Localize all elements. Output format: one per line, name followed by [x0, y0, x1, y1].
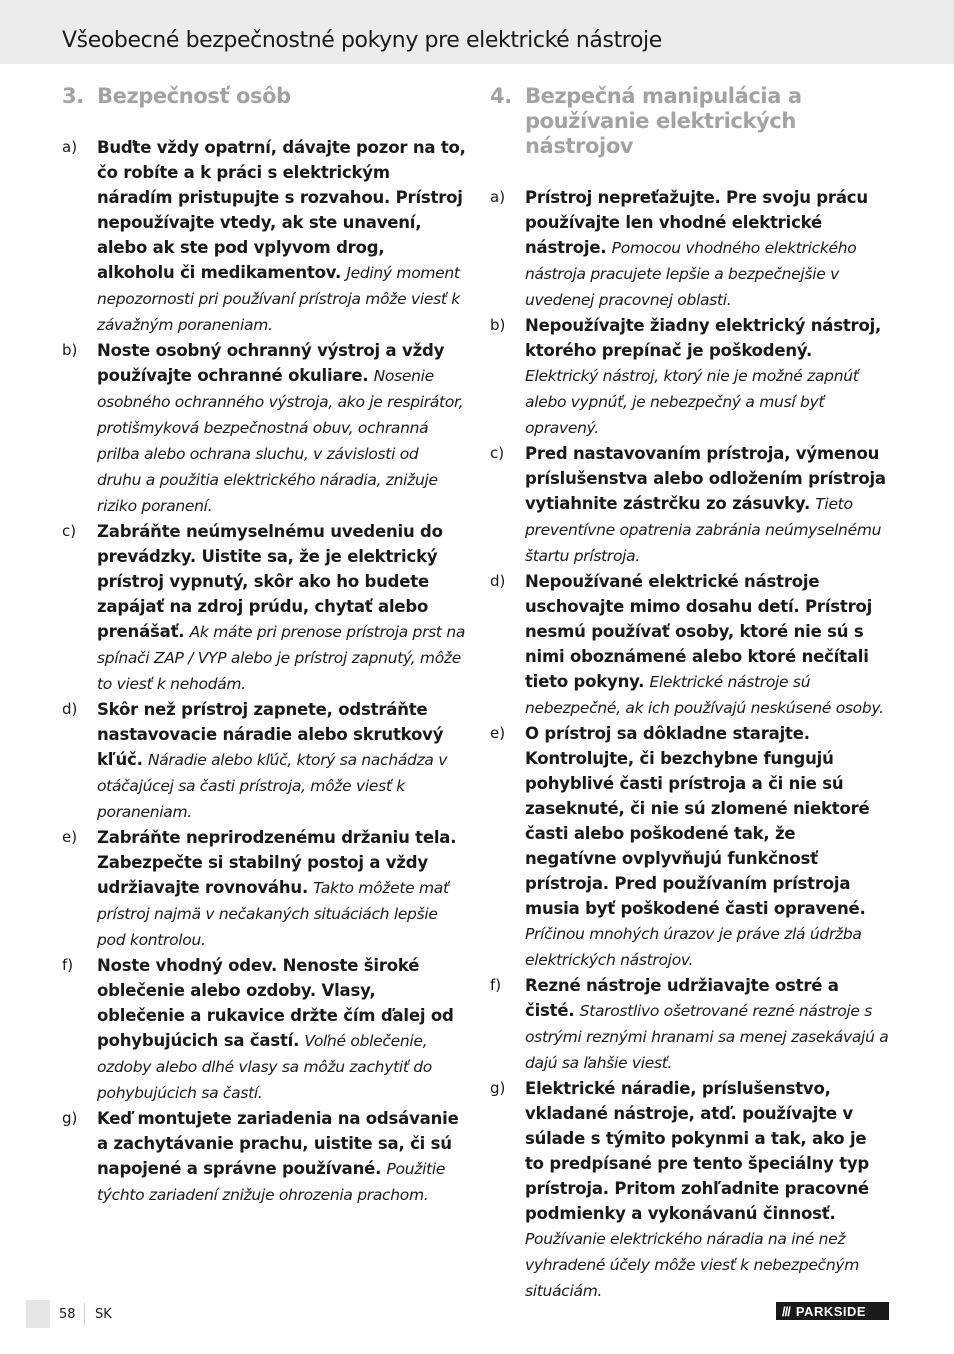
item-letter: g)	[490, 1079, 506, 1097]
item-instruction: Zabráňte neúmyselnému uvedeniu do prevádzky. Uistite sa, že je elektrický prístroj vypnutý, skôr ako ho budete zapájať na zdroj prúdu, chytať alebo prenášať.	[97, 522, 443, 641]
item-instruction: Noste vhodný odev. Nenoste široké oblečenie alebo ozdoby. Vlasy, oblečenie a rukavice držte čím ďalej od pohybujúcich sa častí.	[97, 956, 454, 1050]
page-title: Všeobecné bezpečnostné pokyny pre elektrické nástroje	[62, 28, 662, 53]
item-instruction: Elektrické náradie, príslušenstvo, vkladané nástroje, atď. používajte v súlade s týmito pokynmi a tak, ako je to predpísané pre tento špeciálny typ prístroja. Pritom zohľadnite pracovné podmienky a vykonávanú činnosť.	[525, 1079, 870, 1223]
item-explanation: Takto môžete mať prístroj najmä v nečakaných situáciách lepšie pod kontrolou.	[97, 879, 449, 949]
list-item	[62, 519, 466, 697]
item-instruction: Keď montujete zariadenia na odsávanie a zachytávanie prachu, uistite sa, či sú napojené a správne používané.	[97, 1109, 459, 1178]
list-item	[62, 697, 466, 825]
item-body	[525, 313, 890, 441]
item-instruction: Nepoužívajte žiadny elektrický nástroj, ktorého prepínač je poškodený.	[525, 316, 882, 360]
item-body	[97, 135, 466, 338]
brand-name: PARKSIDE	[795, 1303, 867, 1319]
item-explanation: Pomocou vhodného elektrického nástroja pracujete lepšie a bezpečnejšie v uvedenej pracovnej oblasti.	[525, 239, 857, 309]
item-instruction: Zabráňte neprirodzenému držaniu tela. Zabezpečte si stabilný postoj a vždy udržiavajte rovnováhu.	[97, 828, 457, 897]
item-explanation: Starostlivo ošetrované rezné nástroje s ostrými reznými hranami sa menej zasekávajú a dajú sa ľahšie viesť.	[525, 1002, 889, 1072]
section-items	[490, 185, 890, 1304]
item-instruction: Skôr než prístroj zapnete, odstráňte nastavovacie náradie alebo skrutkový kľúč.	[97, 700, 444, 769]
item-explanation: Jediný moment nepozornosti pri používaní prístroja môže viesť k závažným poraneniam.	[97, 264, 460, 334]
item-instruction: Pred nastavovaním prístroja, výmenou príslušenstva alebo odložením prístroja vytiahnite zástrčku zo zásuvky.	[525, 444, 886, 513]
list-item	[490, 973, 890, 1076]
item-letter: d)	[490, 572, 506, 590]
item-instruction: Buďte vždy opatrní, dávajte pozor na to, čo robíte a k práci s elektrickým náradím pristupujte s rozvahou. Prístroj nepoužívajte vtedy, ak ste unavení, alebo ak ste pod vplyvom drog, alkoholu či medikamentov.	[97, 138, 466, 282]
item-body	[525, 185, 890, 313]
item-body	[97, 519, 466, 697]
list-item	[490, 441, 890, 569]
item-body	[97, 338, 466, 519]
page-marker	[26, 1300, 50, 1328]
language-code: SK	[95, 1307, 112, 1322]
list-item	[490, 185, 890, 313]
list-item	[62, 1106, 466, 1208]
section-tool-handling	[490, 84, 890, 1304]
item-letter: e)	[490, 724, 506, 742]
footer-divider	[84, 1303, 85, 1325]
item-body	[525, 1076, 890, 1304]
item-letter: a)	[490, 188, 506, 206]
list-item	[490, 569, 890, 721]
list-item	[62, 825, 466, 953]
item-body	[525, 973, 890, 1076]
item-explanation: Používanie elektrického náradia na iné než vyhradené účely môže viesť k nebezpečným situáciám.	[525, 1230, 860, 1300]
item-body	[525, 441, 890, 569]
item-instruction: Nepoužívané elektrické nástroje uschovajte mimo dosahu detí. Prístroj nesmú používať osoby, ktoré nie sú s nimi oboznámené alebo ktoré nečítali tieto pokyny.	[525, 572, 873, 691]
brand-logo	[776, 1302, 889, 1320]
item-letter: b)	[62, 341, 78, 359]
item-explanation: Príčinou mnohých úrazov je práve zlá údržba elektrických nástrojov.	[525, 925, 862, 969]
item-explanation: Použitie týchto zariadení znižuje ohrozenia prachom.	[97, 1160, 446, 1204]
item-body	[525, 569, 890, 721]
item-explanation: Tieto preventívne opatrenia zabránia neúmyselnému štartu prístroja.	[525, 495, 882, 565]
section-personal-safety	[62, 84, 466, 1208]
item-explanation: Voľné oblečenie, ozdoby alebo dlhé vlasy sa môžu zachytiť do pohybujúcich sa častí.	[97, 1032, 432, 1102]
section-heading	[62, 84, 466, 109]
item-body	[97, 825, 466, 953]
section-heading	[490, 84, 890, 159]
item-letter: f)	[490, 976, 502, 994]
list-item	[490, 721, 890, 973]
item-explanation: Ak máte pri prenose prístroja prst na spínači ZAP / VYP alebo je prístroj zapnutý, môže to viesť k nehodám.	[97, 623, 466, 693]
brand-slashes: ///	[782, 1303, 790, 1319]
item-body	[97, 697, 466, 825]
item-letter: f)	[62, 956, 74, 974]
item-body	[525, 721, 890, 973]
list-item	[62, 135, 466, 338]
item-instruction: Prístroj nepreťažujte. Pre svoju prácu používajte len vhodné elektrické nástroje.	[525, 188, 868, 257]
item-letter: d)	[62, 700, 78, 718]
section-number: 4.	[490, 84, 512, 108]
section-title: Bezpečná manipulácia a používanie elektrických nástrojov	[525, 84, 802, 158]
item-letter: c)	[490, 444, 505, 462]
item-explanation: Nosenie osobného ochranného výstroja, ako je respirátor, protišmyková bezpečnostná obuv, ochranná prilba alebo ochrana sluchu, v závislosti od druhu a použitia elektrického náradia, znižuje riziko poranení.	[97, 367, 464, 515]
item-explanation: Náradie alebo kľúč, ktorý sa nachádza v otáčajúcej sa časti prístroja, môže viesť k poraneniam.	[97, 751, 448, 821]
section-title: Bezpečnosť osôb	[97, 84, 291, 108]
item-letter: e)	[62, 828, 78, 846]
page-number: 58	[59, 1307, 76, 1322]
item-instruction: Rezné nástroje udržiavajte ostré a čisté.	[525, 976, 839, 1020]
section-number: 3.	[62, 84, 84, 108]
list-item	[490, 313, 890, 441]
item-letter: b)	[490, 316, 506, 334]
section-items	[62, 135, 466, 1208]
item-body	[97, 953, 466, 1106]
list-item	[62, 953, 466, 1106]
list-item	[62, 338, 466, 519]
item-instruction: O prístroj sa dôkladne starajte. Kontrolujte, či bezchybne fungujú pohyblivé časti prístroja a či nie sú zaseknuté, či nie sú zlomené niektoré časti alebo poškodené tak, že negatívne ovplyvňujú funkčnosť prístroja. Pred používaním prístroja musia byť poškodené časti opravené.	[525, 724, 870, 918]
item-letter: g)	[62, 1109, 78, 1127]
item-letter: a)	[62, 138, 78, 156]
list-item	[490, 1076, 890, 1304]
item-explanation: Elektrický nástroj, ktorý nie je možné zapnúť alebo vypnúť, je nebezpečný a musí byť opravený.	[525, 367, 859, 437]
item-body	[97, 1106, 466, 1208]
item-explanation: Elektrické nástroje sú nebezpečné, ak ich používajú neskúsené osoby.	[525, 673, 884, 717]
item-letter: c)	[62, 522, 77, 540]
item-instruction: Noste osobný ochranný výstroj a vždy používajte ochranné okuliare.	[97, 341, 445, 385]
